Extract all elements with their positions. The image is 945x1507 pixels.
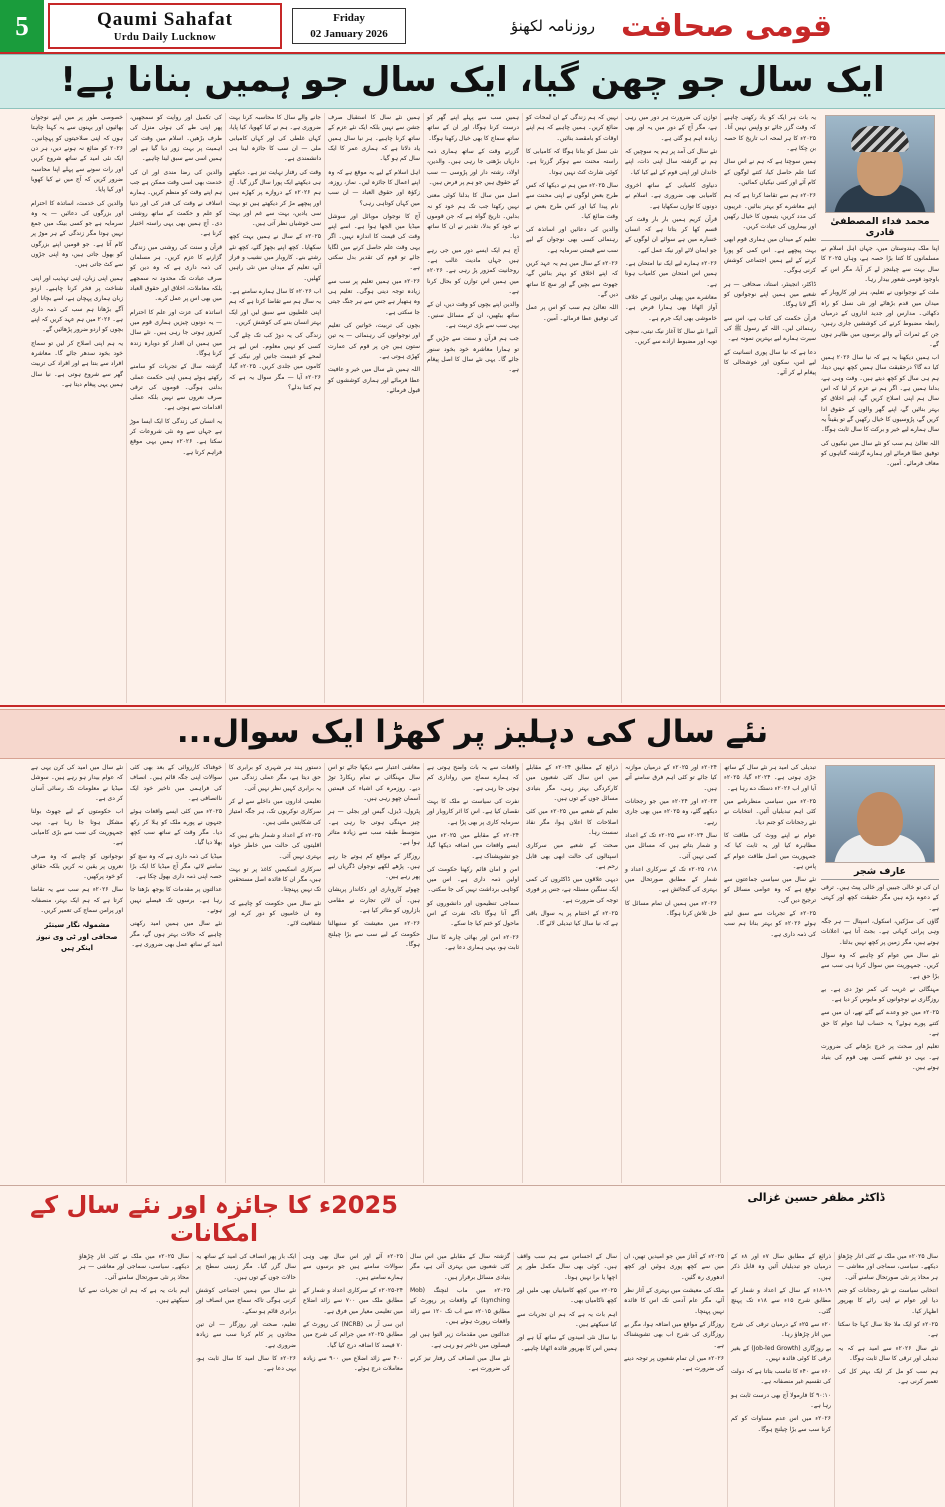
second-col2-p1: ۲۰۲۵ء میں کئی ایسے واقعات ہوئے جنہوں نے پورے ملک کو ہلا کر رکھ دیا۔ مگر وقت کے ساتھ سب کچھ بھلا دیا گیا۔ — [130, 808, 222, 847]
third-col5-p1: ۱۸-۱۹ء کے سال کے اعداد و شمار کے مطابق شرح ۱۵ء سے ۱۸ء تک پہنچ گئی۔ — [731, 1286, 831, 1315]
paper-logo — [48, 3, 282, 49]
third-column-3 — [620, 1252, 727, 1507]
lead-col2-p2: قرآن و سنت کی روشنی میں زندگی گزارنے کا عزم کریں۔ ہر مسلمان کی ذمہ داری ہے کہ وہ دین کو صرف عبادت تک محدود نہ سمجھے بلکہ معاملات، اخلاق اور حقوق العباد میں بھی اس پر عمل کرے۔ — [130, 243, 222, 303]
third-col1-p0: ۲۰۲۵ء آئے اور اس سال بھی وہی سوالات سامنے ہیں جو برسوں سے ہمارے سامنے ہیں۔ — [303, 1253, 403, 1281]
third-headline-wrap — [4, 1188, 424, 1250]
lead-col4-p1: اہل اسلام کے لیے یہ موقع ہے کہ وہ اپنے اعمال کا جائزہ لیں۔ نماز، روزہ، زکوٰۃ اور حقوق العباد — ان سب میں کہاں کوتاہی رہی؟ — [328, 168, 420, 207]
third-col6-p2: ۲۰۲۵ء کو ایک ملا جلا سال کہا جا سکتا ہے۔ — [838, 1320, 938, 1339]
second-col4-p4: ۲۰۲۶ء میں معیشت کو سنبھالنا حکومت کے لیے سب سے بڑا چیلنج ہوگا۔ — [328, 920, 420, 948]
second-col5-p0: واقعات سے یہ بات واضح ہوتی ہے کہ ہمارے سماج میں رواداری کم ہوتی جا رہی ہے۔ — [427, 764, 519, 792]
lead-col7-p0: توازن کی ضرورت ہر دور میں رہی ہے، مگر آج کے دور میں یہ اور بھی زیادہ اہم ہو گئی ہے۔ — [625, 114, 717, 142]
lead-col1-p2: ہمیں اپنی زبان، اپنی تہذیب اور اپنی شناخت پر فخر کرنا چاہیے۔ اردو زبان ہماری پہچان ہے، اسے بچانا اور آگے بڑھانا ہم سب کی ذمہ داری ہے۔ ۲۰۲۶ میں ہم عہد کریں کہ اپنے بچوں کو اردو ضرور پڑھائیں گے۔ — [31, 274, 123, 334]
third-col0-p0: ایک بار پھر انصاف کی امید کے ساتھ یہ سال گزر گیا۔ مگر زمینی سطح پر حالات جوں کے توں ہیں۔ — [196, 1253, 296, 1281]
third-col3-p0: سال کے احساس سے ہم سب واقف ہیں۔ کوئی بھی سال مکمل طور پر اچھا یا برا نہیں ہوتا۔ — [517, 1253, 617, 1281]
lead-col4-p5: اللہ ہمیں نئے سال میں خیر و عافیت عطا فرمائے اور ہماری کوششوں کو قبول فرمائے۔ — [328, 366, 420, 394]
third-col5-p4: ۶۰ء سے ۴۰ء کا تناسب بتاتا ہے کہ دولت کی تقسیم غیر منصفانہ ہے۔ — [731, 1368, 831, 1386]
second-col4-p1: پٹرول، ڈیزل، گیس اور بجلی — ہر چیز مہنگی ہوتی جا رہی ہے۔ متوسط طبقہ سب سے زیادہ متاثر ہوا ہے۔ — [328, 808, 420, 847]
third-col1-p2: این سی آر بی (NCRB) کی رپورٹ کے مطابق ۲۰۲۵ء میں جرائم کی شرح میں ۷۰ فیصد کا اضافہ درج کیا گیا۔ — [303, 1320, 403, 1349]
lead-col2-p5: یہ انسان کی زندگی کا ایک ایسا موڑ ہے جہاں سے وہ نئی شروعات کر سکتا ہے۔ ۲۰۲۶ء ہمیں یہی موقع فراہم کرتا ہے۔ — [130, 417, 223, 456]
lead-column-9 — [28, 113, 126, 703]
lead-col2-p1: والدین کی رضا مندی اور ان کی خدمت بھی اسی وقت ممکن ہے جب ہم اپنے وقت کو منظم کریں۔ ہمارے اسلاف نے وقت کی قدر کی اور دنیا کو علم و حکمت کے ساتھ روشنی دی۔ آج ہمیں بھی یہی راستہ اختیار کرنا ہے۔ — [130, 168, 222, 238]
third-author-heading — [691, 1188, 941, 1250]
second-col3-p1: تعلیمی اداروں میں داخلے سے لے کر سرکاری نوکریوں تک، ہر جگہ امتیاز کی شکایتیں ملتی ہیں۔ — [229, 797, 321, 826]
second-author-name: عارف شجر — [821, 866, 939, 880]
second-author-photo — [825, 765, 935, 863]
third-col1-p1: ۲۰۲۵-۲۴ء کے سرکاری اعداد و شمار کے مطابق ملک میں ۷۰۰ سے زائد اضلاع میں تعلیمی معیار میں فرق ہے۔ — [303, 1286, 403, 1315]
third-column-2 — [727, 1252, 834, 1507]
second-column-3 — [621, 763, 720, 1183]
lead-col1-p3: یہ ہم اپنی اصلاح کر لیں تو سماج خود بخود سدھر جائے گا۔ معاشرہ افراد سے بنتا ہے اور افراد کی تربیت گھر سے شروع ہوتی ہے۔ نیا سال ہمیں یہی پیغام دیتا ہے۔ — [31, 339, 123, 388]
third-col3-p1: ۲۰۲۵ء میں کچھ کامیابیاں بھی ملیں اور کچھ ناکامیاں بھی۔ — [517, 1286, 617, 1305]
lead-col3-p2: ۲۰۲۵ء کے سال نے ہمیں بہت کچھ سکھایا۔ کچھ اپنے بچھڑ گئے، کچھ نئے رشتے بنے۔ کاروبار میں نشیب و فراز آئے، تعلیم کے میدان میں نئی راہیں کھلیں۔ — [229, 233, 321, 282]
second-col0-p5: تعلیم اور صحت پر خرچ بڑھانے کی ضرورت ہے۔ یہی دو شعبے کسی بھی قوم کی بنیاد ہوتے ہیں۔ — [821, 1043, 939, 1071]
third-article — [0, 1250, 945, 1507]
second-col5-p5: ۲۰۲۶ء امن اور بھائی چارے کا سال ثابت ہو، یہی ہماری دعا ہے۔ — [427, 933, 519, 951]
lead-col7-p6: آئیے! نئے سال کا آغاز نیک نیتی، سچی توبہ اور مضبوط ارادے سے کریں۔ — [625, 327, 717, 346]
second-col8-p2: عوام نے اپنے ووٹ کی طاقت کا مظاہرہ کیا اور یہ ثابت کیا کہ جمہوریت میں اصل طاقت عوام کے پاس ہے۔ — [724, 831, 816, 870]
third-col6-p1: انتخابی سیاست نے نئے رجحانات کو جنم دیا اور عوام نے اپنی رائے کا بھرپور اظہار کیا۔ — [838, 1286, 938, 1315]
date-label: 02 January 2026 — [310, 28, 388, 40]
third-col5-p5: ۹۰:۱۰ کا فارمولا آج بھی درست ثابت ہو رہا ہے۔ — [731, 1391, 831, 1410]
third-col2-p3: نئے سال میں انصاف کی رفتار تیز کرنے کی ضرورت ہے۔ — [410, 1354, 510, 1373]
third-col4-p0: ۲۰۲۵ء کے آغاز میں جو امیدیں تھیں، ان میں سے کچھ پوری ہوئیں اور کچھ ادھوری رہ گئیں۔ — [624, 1253, 724, 1281]
second-col3-p0: دستور ہند ہر شہری کو برابری کا حق دیتا ہے، مگر عملی زندگی میں یہ برابری کہیں نظر نہیں آتی۔ — [229, 764, 321, 792]
second-headline: نئے سال کی دہلیز پر کھڑا ایک سوال... — [0, 709, 945, 759]
lead-col4-p3: ۲۰۲۶ء میں ہمیں تعلیم پر سب سے زیادہ توجہ دینی ہوگی۔ تعلیم ہی وہ ہتھیار ہے جس سے ہر جنگ جیتی جا سکتی ہے۔ — [328, 277, 420, 316]
second-column-2 — [720, 763, 819, 1183]
publication-date — [292, 8, 406, 44]
page-number: 5 — [0, 0, 44, 52]
third-column-6 — [299, 1252, 406, 1507]
second-col5-p4: سماجی تنظیموں اور دانشوروں کو آگے آنا ہوگا تاکہ نفرت کے اس ماحول کو ختم کیا جا سکے۔ — [427, 899, 519, 928]
third-col6-p0: سال ۲۰۲۵ء میں ملک نے کئی اتار چڑھاؤ دیکھے۔ سیاسی، سماجی اور معاشی — ہر محاذ پر نئی صورتحال سامنے آئی۔ — [838, 1253, 938, 1281]
third-col5-p3: بے روزگاری (Job-led Growth) کے بغیر ترقی کا کوئی فائدہ نہیں۔ — [731, 1344, 831, 1362]
second-col1-p1: نئے سال میں امید کی کرن یہی ہے کہ عوام بیدار ہو رہے ہیں۔ سوشل میڈیا نے معلومات تک رسائی آسان کر دی ہے۔ — [31, 764, 123, 802]
third-col5-p2: ۲۰ء سے ۲۵ء کے درمیان ترقی کی شرح میں اتار چڑھاؤ رہا۔ — [731, 1320, 831, 1339]
second-col7-p4: ۲۰۲۶ء میں ہمیں ان تمام مسائل کا حل تلاش کرنا ہوگا۔ — [625, 899, 717, 918]
second-col5-p1: نفرت کی سیاست نے ملک کا بہت نقصان کیا ہے۔ اس کا اثر کاروبار اور سرمایہ کاری پر بھی پڑا ہے۔ — [427, 797, 519, 826]
third-col4-p3: ۲۰۲۶ء میں ان تمام شعبوں پر توجہ دینے کی ضرورت ہے۔ — [624, 1354, 724, 1373]
third-col6-p4: ہم سب کو مل کر ایک بہتر کل کی تعمیر کرنی ہے۔ — [838, 1368, 938, 1386]
second-col0-p1: گاؤں کی سڑکیں، اسکول، اسپتال — ہر جگہ وہی پرانی کہانی ہے۔ بجٹ آتا ہے، اعلانات ہوتے ہیں، مگر زمین پر کچھ نہیں بدلتا۔ — [821, 917, 939, 946]
lead-article — [0, 109, 945, 703]
third-col3-p3: نیا سال نئی امیدوں کے ساتھ آیا ہے اور ہمیں اس کا بھرپور فائدہ اٹھانا چاہیے۔ — [517, 1334, 617, 1352]
third-header-row — [0, 1188, 945, 1250]
lead-col7-p4: ۲۰۲۶ء ہمارے لیے ایک نیا امتحان ہے۔ ہمیں اس امتحان میں کامیاب ہونا ہے۔ — [625, 260, 717, 288]
second-col0-p0: ان کی تو خالی جیبیں اور خالی پیٹ ہیں۔ ترقی کے دعوے بڑے ہیں مگر حقیقت کچھ اور کہتی ہے۔ — [821, 884, 939, 912]
lead-col8-p3: تعلیم کے میدان میں ہماری قوم ابھی بہت پیچھے ہے۔ اس کمی کو پورا کرنے کے لیے ہمیں اجتماعی کوشش کرنی ہوگی۔ — [724, 236, 816, 275]
paper-subtitle-english: Urdu Daily Lucknow — [113, 32, 217, 43]
lead-headline: ایک سال جو چھن گیا، ایک سال جو ہمیں بنانا ہے! — [0, 54, 945, 109]
lead-author-photo — [825, 115, 935, 213]
lead-col5-p0: ہمیں سب سے پہلے اپنے گھر کو درست کرنا ہوگا، اور ان کے ساتھ ساتھ سماج کا بھی خیال رکھنا ہوگا۔ — [427, 114, 519, 142]
lead-col6-p2: سال ۲۰۲۵ء میں ہم نے دیکھا کہ کس طرح بعض لوگوں نے اپنی محنت سے نام پیدا کیا اور کس طرح بعض نے وقت ضائع کیا۔ — [526, 181, 618, 220]
lead-col8-p5: قرآن حکمت کی کتاب ہے، اس سے رہنمائی لیں۔ اللہ کے رسول ﷺ کی سیرت ہمارے لیے بہترین نمونہ ہے۔ — [724, 314, 816, 343]
second-column-7 — [225, 763, 324, 1183]
lead-column-4 — [522, 113, 621, 703]
section-divider-1 — [0, 705, 945, 707]
third-col5-p6: ۲۰۲۶ء میں اس عدم مساوات کو کم کرنا سب سے بڑا چیلنج ہوگا۔ — [731, 1415, 831, 1433]
second-col6-p2: صحت کے شعبے میں سرکاری اسپتالوں کی حالت ابھی بھی قابل رحم ہے۔ — [526, 842, 618, 870]
lead-col8-p6: دعا ہے کہ نیا سال پوری انسانیت کے لیے امن، سکون اور خوشحالی کا پیغام لے کر آئے۔ — [724, 348, 816, 377]
third-col0-p2: تعلیم، صحت اور روزگار — ان تین محاذوں پر کام کرنا سب سے زیادہ ضروری ہے۔ — [196, 1320, 296, 1349]
lead-column-8 — [126, 113, 225, 703]
lead-col5-p4: والدین اپنے بچوں کو وقت دیں، ان کے ساتھ بیٹھیں، ان کے مسائل سنیں۔ یہی سب سے بڑی تربیت ہے۔ — [427, 301, 519, 329]
second-col6-p4: ۲۰۲۵ء کے اختتام پر یہ سوال باقی ہے کہ نیا سال کیا تبدیلی لائے گا۔ — [526, 910, 618, 928]
second-col7-p3: ۱۸؍ ۲۰۲۵ء تک کے سرکاری اعداد و شمار کے مطابق صورتحال میں بہتری کی گنجائش ہے۔ — [625, 865, 717, 894]
lead-col8-p0: یہ بات ہر ایک کو یاد رکھنی چاہیے کہ وقت گزر جائے تو واپس نہیں آتا۔ ۲۰۲۵ء کا ہر لمحہ اب تاریخ کا حصہ بن چکا ہے۔ — [724, 114, 816, 152]
second-col1-p2: اب حکومتوں کے لیے جھوٹ بولنا مشکل ہوتا جا رہا ہے۔ یہی جمہوریت کی سب سے بڑی کامیابی ہے۔ — [31, 808, 123, 847]
second-col7-p0: ۲۰۲۴ء اور ۲۰۲۵ء کے درمیان موازنہ کیا جائے تو کئی اہم فرق سامنے آتے ہیں۔ — [625, 764, 717, 792]
second-col7-p1: ۲۰۲۳ء اور ۲۰۲۴ء میں جو رجحانات دیکھے گئے، وہ ۲۰۲۵ء میں بھی جاری رہے۔ — [625, 797, 717, 826]
second-col3-p2: ۲۰۲۵ء کے اعداد و شمار بتاتے ہیں کہ اقلیتوں کی حالت میں خاطر خواہ بہتری نہیں آئی۔ — [229, 831, 321, 860]
lead-column-6 — [324, 113, 423, 703]
third-col0-p3: ۲۰۲۶ء کا سال امید کا سال ثابت ہو، یہی دعا ہے۔ — [196, 1354, 296, 1373]
second-col8-p4: ۲۰۲۵ء کے تجربات سے سبق لیتے ہوئے ۲۰۲۶ء کو بہتر بنانا ہم سب کی ذمہ داری ہے۔ — [724, 910, 816, 938]
second-col2-p4: نئے سال میں ہمیں امید رکھنی چاہیے کہ حالات بہتر ہوں گے، مگر امید کے ساتھ عمل بھی ضروری ہے۔ — [130, 920, 222, 948]
lead-col2-p0: کی تکمیل اور روایت کو سمجھیں، پھر اپنی طے کی ہوئی منزل کی طرف بڑھیں۔ اسلام میں وقت کی اہمیت پر بہت زور دیا گیا ہے اور ہمیں اسی سے سبق لینا چاہیے۔ — [130, 114, 222, 163]
third-col6b-p0: سال ۲۰۲۵ء میں ملک نے کئی اتار چڑھاؤ دیکھے۔ سیاسی، سماجی اور معاشی — ہر محاذ پر نئی صورتحال سامنے آئی۔ — [79, 1253, 189, 1281]
third-col4-p2: روزگار کے مواقع میں اضافہ ہوا، مگر بے روزگاری کی شرح اب بھی تشویشناک ہے۔ — [624, 1320, 724, 1349]
lead-col1-p1: والدین کی خدمت، اساتذہ کا احترام اور بزرگوں کی دعائیں — یہ وہ سرمایہ ہے جو کسی بینک میں جمع نہیں ہوتا مگر زندگی کے ہر موڑ پر کام آتا ہے۔ جو قومیں اپنے بزرگوں کو بھول جاتی ہیں، وہ اپنی جڑوں سے کٹ جاتی ہیں۔ — [31, 199, 123, 269]
paper-name-urdu: قومی صحافت — [621, 8, 833, 44]
second-col5-p2: ۲۰۲۴ء کے مقابلے میں ۲۰۲۵ء میں ایسے واقعات میں اضافہ دیکھا گیا، جو تشویشناک ہے۔ — [427, 831, 519, 860]
second-col0-p2: نئے سال میں عوام کو چاہیے کہ وہ سوال کریں۔ جمہوریت میں سوال کرنا ہی سب سے بڑا حق ہے۔ — [821, 951, 939, 980]
lead-col0-p3: اللہ تعالیٰ ہم سب کو نئے سال میں نیکیوں کی توفیق عطا فرمائے اور ہمارے گزشتہ گناہوں کو معاف فرمائے۔ آمین۔ — [821, 439, 939, 468]
lead-col7-p2: دنیاوی کامیابی کے ساتھ اخروی کامیابی بھی ضروری ہے۔ اسلام نے دونوں کا توازن سکھایا ہے۔ — [625, 181, 717, 210]
second-col4-p2: روزگار کے مواقع کم ہوتے جا رہے ہیں۔ پڑھے لکھے نوجوان ڈگریاں لیے پھر رہے ہیں۔ — [328, 852, 420, 881]
third-column-4 — [513, 1252, 620, 1507]
third-column-8 — [76, 1252, 192, 1507]
second-col3-p3: سرکاری اسکیمیں کاغذ پر تو بہت ہیں، مگر ان کا فائدہ اصل مستحقین تک نہیں پہنچتا۔ — [229, 865, 321, 894]
lead-col0-p1: ملت کے نوجوانوں نے تعلیم، ہنر اور کاروبار کے میدان میں قدم بڑھائے اور نئی نسل کو راہ دکھائی۔ مدارس اور جدید اداروں کے درمیان رابطہ مضبوط کرنے کی کوششیں جاری رہیں، جن کے ثمرات آنے والے برسوں میں ظاہر ہوں گے۔ — [821, 289, 939, 348]
lead-col7-p1: نئے سال کی آمد پر ہم یہ سوچیں کہ ہم نے گزشتہ سال اپنی ذات، اپنے خاندان اور اپنی قوم کے لیے کیا کیا۔ — [625, 147, 717, 176]
lead-col2-p4: گزشتہ سال کے تجربات کو سامنے رکھتے ہوئے ہمیں اپنی حکمت عملی بدلنی ہوگی۔ قوموں کی ترقی صرف نعروں سے نہیں بلکہ عملی اقدامات سے ہوتی ہے۔ — [130, 363, 222, 412]
third-column-5 — [406, 1252, 513, 1507]
lead-col3-p4: زندگی کی یہ دوڑ کب تک چلے گی، کسی کو نہیں معلوم۔ اس لیے ہر لمحے کو غنیمت جانیں اور نیکی کے کاموں میں جلدی کریں۔ ۲۰۲۵ء گیا، ۲۰۲۶ء آیا — مگر سوال یہ ہے کہ ہم کتنا بدلے؟ — [229, 332, 321, 391]
second-col6-p0: ذرائع کے مطابق ۲۰۲۴ء کے مقابلے میں اس سال کئی شعبوں میں کارکردگی بہتر رہی، مگر بنیادی مسائل جوں کے توں ہیں۔ — [526, 764, 618, 802]
second-col1-p3: نوجوانوں کو چاہیے کہ وہ صرف نعروں پر یقین نہ کریں بلکہ حقائق کو خود پرکھیں۔ — [31, 852, 123, 881]
lead-col4-p0: ہمیں نئے سال کا استقبال صرف جشن سے نہیں بلکہ ایک نئے عزم کے ساتھ کرنا چاہیے۔ ہر نیا سال ہمیں یاد دلاتا ہے کہ ہماری عمر کا ایک سال کم ہو گیا۔ — [328, 114, 420, 163]
second-column-5 — [423, 763, 522, 1183]
lead-col3-p1: وقت کی رفتار نہایت تیز ہے۔ دیکھتے ہی دیکھتے ایک پورا سال گزر گیا۔ آج ہم ۲۰۲۶ء کے دروازے پر کھڑے ہیں اور پیچھے مڑ کر دیکھتے ہیں تو بہت سی یادیں، بہت سے غم اور بہت سی خوشیاں نظر آتی ہیں۔ — [229, 168, 321, 228]
lead-col5-p2: اصل میں سال کا بدلنا کوئی معنی نہیں رکھتا جب تک ہم خود کو نہ بدلیں۔ تاریخ گواہ ہے کہ جن قوموں نے خود کو بدلا، تقدیر نے ان کا ساتھ دیا۔ — [427, 192, 519, 241]
second-column-4 — [522, 763, 621, 1183]
second-col2-p3: عدالتوں پر مقدمات کا بوجھ بڑھتا جا رہا ہے۔ برسوں تک فیصلے نہیں ہوتے۔ — [130, 886, 222, 915]
third-col6-p3: نئے سال ۲۰۲۶ء سے امید ہے کہ یہ تبدیلی اور ترقی کا سال ثابت ہوگا۔ — [838, 1344, 938, 1362]
lead-col1-p0: خصوصی طور پر میں اپنے نوجوان بھائیوں اور بہنوں سے یہ کہنا چاہتا ہوں کہ اپنی صلاحیتوں کو پہچانیں۔ ۲۰۲۶ کو ضائع نہ ہونے دیں، ہر دن ایک نئی امید کے ساتھ شروع کریں اور رات سونے سے پہلے اپنا محاسبہ ضرور کریں کہ آج میں نے کیا کھویا اور کیا پایا۔ — [31, 114, 123, 194]
paper-subtitle-urdu: روزنامہ لکھنؤ — [510, 17, 595, 35]
lead-col4-p2: آج کا نوجوان موبائل اور سوشل میڈیا میں الجھا ہوا ہے۔ اسے اپنے وقت کی قیمت کا اندازہ نہیں۔ اگر یہی وقت علم حاصل کرنے میں لگایا جائے تو قوم کی تقدیر بدل سکتی ہے۔ — [328, 212, 420, 272]
masthead — [0, 0, 945, 54]
second-col3-p4: نئے سال میں حکومت کو چاہیے کہ وہ ان خامیوں کو دور کرے اور شفافیت لائے۔ — [229, 899, 321, 928]
lead-col8-p4: ڈاکٹر، انجینئر، استاد، صحافی — ہر شعبے میں ہمیں اپنے نوجوانوں کو آگے لانا ہوگا۔ — [724, 280, 816, 309]
paper-name-english: Qaumi Sahafat — [97, 9, 233, 30]
lead-col0-p2: اب ہمیں دیکھنا یہ ہے کہ نیا سال ۲۰۲۶ ہمیں کیا دے گا؟ درحقیقت سال ہمیں کچھ نہیں دیتا، ہم ہی سال کو کچھ دیتے ہیں۔ وقت وہی ہے، بدلنا ہمیں ہے۔ اگر ہم نے عزم کر لیا کہ اس سال ہم اپنی اصلاح کریں گے، اپنے اخلاق کو بہتر بنائیں گے، اپنے گھر والوں کے حقوق ادا کریں گے، پڑوسیوں کا خیال رکھیں گے تو یقیناً یہ سال ہمارے لیے خیر و برکت کا سال ثابت ہوگا۔ — [821, 354, 939, 434]
lead-col5-p1: گزرتے وقت کے ساتھ ہماری ذمہ داریاں بڑھتی جا رہی ہیں۔ والدین، اولاد، رشتہ دار اور پڑوسی — سب کے حقوق ہیں جو ہم پر فرض ہیں۔ — [427, 147, 519, 186]
third-col3b-p2: اہم بات یہ ہے کہ ہم ان تجربات سے کیا سیکھتے ہیں۔ — [79, 1286, 189, 1305]
third-col0-p1: نئے سال میں ہمیں اجتماعی کوشش کرنی ہوگی تاکہ سماج میں انصاف اور برابری قائم ہو سکے۔ — [196, 1286, 296, 1315]
lead-column-7 — [225, 113, 324, 703]
second-col2-p0: خوفناک کارروائی کے بعد بھی کئی سوالات اپنی جگہ قائم ہیں۔ انصاف کی فراہمی میں تاخیر خود ایک ناانصافی ہے۔ — [130, 764, 222, 802]
third-col1-p3: ۴۰۰ سے زائد اضلاع میں ۹۰۰ سے زیادہ معاملات درج ہوئے۔ — [303, 1354, 403, 1373]
second-author-box — [819, 763, 941, 1183]
third-author-name: ڈاکٹر مظفر حسین غزالی — [747, 1191, 885, 1204]
second-col6-p1: تعلیم کے شعبے میں ۲۰۲۵ء میں کئی اصلاحات کا اعلان ہوا، مگر نفاذ سست رہا۔ — [526, 808, 618, 836]
lead-col6-p4: ۲۰۲۶ء کے سال میں ہم یہ عہد کریں کہ اپنے اخلاق کو بہتر بنائیں گے، جھوٹ سے بچیں گے اور سچ کا ساتھ دیں گے۔ — [526, 260, 618, 298]
second-col8-p1: ۲۰۲۵ء میں سیاسی منظرنامے میں کئی اہم تبدیلیاں آئیں۔ انتخابات نے نئے رجحانات کو جنم دیا۔ — [724, 797, 816, 826]
third-col2-p1: ۲۰۲۵ء میں ماب لنچنگ (Mob Lynching) کے واقعات پر رپورٹ کے مطابق ۲۰۱۵ء سے اب تک ۱۲۰ سے زائد واقعات رپورٹ ہوئے ہیں۔ — [410, 1286, 510, 1325]
lead-col7-p5: معاشرے میں پھیلی برائیوں کے خلاف آواز اٹھانا بھی ہمارا فرض ہے۔ خاموشی بھی ایک جرم ہے۔ — [625, 294, 717, 322]
lead-col5-p3: آج ہم ایک ایسے دور میں جی رہے ہیں جہاں مادیت غالب ہے۔ روحانیت کمزور پڑ رہی ہے۔ ۲۰۲۶ء میں ہمیں اس توازن کو بحال کرنا ہے۔ — [427, 246, 519, 295]
third-column-7 — [192, 1252, 299, 1507]
second-col5-p3: امن و امان قائم رکھنا حکومت کی اولین ذمہ داری ہے۔ اس میں کوتاہی برداشت نہیں کی جا سکتی۔ — [427, 865, 519, 894]
third-col2-p0: گزشتہ سال کے مقابلے میں اس سال کئی شعبوں میں بہتری آئی ہے، مگر بنیادی مسائل برقرار ہیں۔ — [410, 1253, 510, 1281]
lead-author-box — [819, 113, 941, 703]
lead-col4-p4: بچوں کی تربیت، خواتین کی تعلیم اور نوجوانوں کی رہنمائی — یہ تین ستون ہیں جن پر قوم کی عمارت کھڑی ہوتی ہے۔ — [328, 321, 420, 360]
second-column-8 — [126, 763, 225, 1183]
lead-col2-p3: اساتذہ کی عزت اور علم کا احترام — یہ دونوں چیزیں ہماری قوم میں کمزور ہوتی جا رہی ہیں۔ نئے سال میں ہمیں ان اقدار کو دوبارہ زندہ کرنا ہوگا۔ — [130, 308, 222, 357]
third-headline: 2025ء کا جائزہ اور نئے سال کے امکانات — [30, 1191, 398, 1247]
section-divider-2 — [0, 1185, 945, 1186]
second-col0-p4: ۲۰۲۵ء میں جو وعدے کیے گئے تھے، ان میں سے کتنے پورے ہوئے؟ یہ حساب لینا عوام کا حق ہے۔ — [821, 1009, 939, 1038]
second-article — [0, 759, 945, 1183]
lead-col7-p3: قرآن کریم ہمیں بار بار وقت کی قسم کھا کر بتاتا ہے کہ انسان خسارے میں ہے سوائے ان لوگوں کے جو ایمان لائے اور نیک عمل کیے۔ — [625, 215, 717, 254]
lead-col8-p1: ہمیں سوچنا ہے کہ ہم نے اس سال کتنا علم حاصل کیا، کتنے لوگوں کے کام آئے اور کتنی نیکیاں کمائیں۔ — [724, 158, 816, 186]
second-col0-p3: مہنگائی نے غریب کی کمر توڑ دی ہے۔ بے روزگاری نے نوجوانوں کو مایوس کر دیا ہے۔ — [821, 985, 939, 1004]
second-column-6 — [324, 763, 423, 1183]
lead-col5-p5: جب ہم قرآن و سنت سے جڑیں گے تو ہمارا معاشرہ خود بخود سنور جائے گا۔ یہی نئے سال کا اصل پیغام ہے۔ — [427, 335, 519, 374]
second-col4-p3: چھوٹے کاروباری اور دکاندار پریشان ہیں۔ آن لائن تجارت نے مقامی بازاروں کو متاثر کیا ہے۔ — [328, 886, 420, 915]
second-col7-p2: سال ۲۰۲۴ء سے ۲۰۲۵ء تک کے اعداد و شمار بتاتے ہیں کہ مسائل میں کمی نہیں آئی۔ — [625, 831, 717, 860]
lead-col3-p3: اب ۲۰۲۶ء کا سال ہمارے سامنے ہے۔ یہ سال ہم سے تقاضا کرتا ہے کہ ہم اپنی غلطیوں سے سبق لیں اور ایک بہتر انسان بننے کی کوشش کریں۔ — [229, 288, 321, 326]
day-label: Friday — [333, 11, 365, 24]
lead-column-5 — [423, 113, 522, 703]
second-col8-p0: تبدیلی کی امید ہر نئے سال کے ساتھ جڑی ہوتی ہے۔ ۲۰۲۴ء گیا، ۲۰۲۵ء آیا اور اب ۲۰۲۶ء دستک دے رہا ہے۔ — [724, 764, 816, 792]
lead-col6-p0: نہیں کہ ہم زندگی کے ان لمحات کو ضائع کریں۔ ہمیں چاہیے کہ ہم اپنے اوقات کو بامقصد بنائیں۔ — [526, 114, 618, 142]
second-col6-p3: دیہی علاقوں میں ڈاکٹروں کی کمی ایک سنگین مسئلہ ہے، جس پر فوری توجہ کی ضرورت ہے۔ — [526, 876, 618, 904]
masthead-urdu — [412, 0, 945, 52]
second-col2-p2: میڈیا کی ذمہ داری ہے کہ وہ سچ کو سامنے لائے، مگر آج میڈیا کا ایک بڑا حصہ اپنی ذمہ داری بھول چکا ہے۔ — [130, 852, 222, 881]
third-col5-p0: ذرائع کے مطابق سال ۷ء اور ۸ء کے درمیان جو تبدیلیاں آئیں وہ قابل ذکر ہیں۔ — [731, 1253, 831, 1281]
second-col1-p4: سال ۲۰۲۶ء ہم سب سے یہ تقاضا کرتا ہے کہ ہم ایک بہتر، منصفانہ اور پرامن سماج کی تعمیر کریں۔ — [31, 886, 123, 915]
lead-col6-p5: اللہ تعالیٰ ہم سب کو اس پر عمل کی توفیق عطا فرمائے۔ آمین۔ — [526, 304, 618, 322]
third-col3-p2: اہم بات یہ ہے کہ ہم ان تجربات سے کیا سیکھتے ہیں۔ — [517, 1310, 617, 1328]
third-col2-p2: عدالتوں میں مقدمات زیر التوا ہیں اور فیصلوں میں تاخیر ہو رہی ہے۔ — [410, 1331, 510, 1349]
lead-col0-p0: اپنا ملک ہندوستان میں، جہاں اہل اسلام نے مسلمانوں کا کتنا بڑا حصہ ہے، وہاں ۲۰۲۵ کا سال بہت سے چیلنجز لے کر آیا، مگر اس کے باوجود قومی شعور بیدار رہا۔ — [821, 245, 939, 283]
lead-column-2 — [720, 113, 819, 703]
second-author-credit: مشمولہ نگار سینئر صحافی اور ٹی وی نیوز اینکر ہیں — [36, 921, 118, 952]
lead-col6-p3: والدین کی دعائیں اور اساتذہ کی رہنمائی کسی بھی نوجوان کے لیے سب سے قیمتی سرمایہ ہے۔ — [526, 226, 618, 254]
lead-col6-p1: نئی نسل کو بتانا ہوگا کہ کامیابی کا راستہ محنت سے ہوکر گزرتا ہے۔ کوئی شارٹ کٹ نہیں ہوتا۔ — [526, 147, 618, 176]
lead-column-3 — [621, 113, 720, 703]
lead-col8-p2: ۲۰۲۶ء ہم سے تقاضا کرتا ہے کہ ہم اپنے معاشرے کو بہتر بنائیں۔ غریبوں کی مدد کریں، یتیموں کا خیال رکھیں اور بیماروں کی عیادت کریں۔ — [724, 192, 816, 231]
third-col4-p1: ملک کی معیشت میں بہتری کے آثار نظر آئے، مگر عام آدمی تک اس کا فائدہ نہیں پہنچا۔ — [624, 1286, 724, 1315]
third-column-1 — [834, 1252, 941, 1507]
second-col8-p3: نئے سال میں سیاسی جماعتوں سے توقع ہے کہ وہ عوامی مسائل کو ترجیح دیں گی۔ — [724, 876, 816, 904]
second-column-9 — [28, 763, 126, 1183]
lead-author-name: محمد فداء المصطفیٰ قادری — [821, 216, 939, 241]
lead-col3-p0: جانے والے سال کا محاسبہ کرنا بہت ضروری ہے۔ ہم نے کیا کھویا، کیا پایا، کہاں غلطی کی اور کہاں کامیابی ملی — ان سب کا جائزہ لینا ہی دانشمندی ہے۔ — [229, 114, 321, 163]
second-col4-p0: معاشی اعتبار سے دیکھا جائے تو اس سال مہنگائی نے تمام ریکارڈ توڑ دیے۔ روزمرہ کی اشیاء کی قیمتیں آسمان چھو رہی ہیں۔ — [328, 764, 420, 802]
